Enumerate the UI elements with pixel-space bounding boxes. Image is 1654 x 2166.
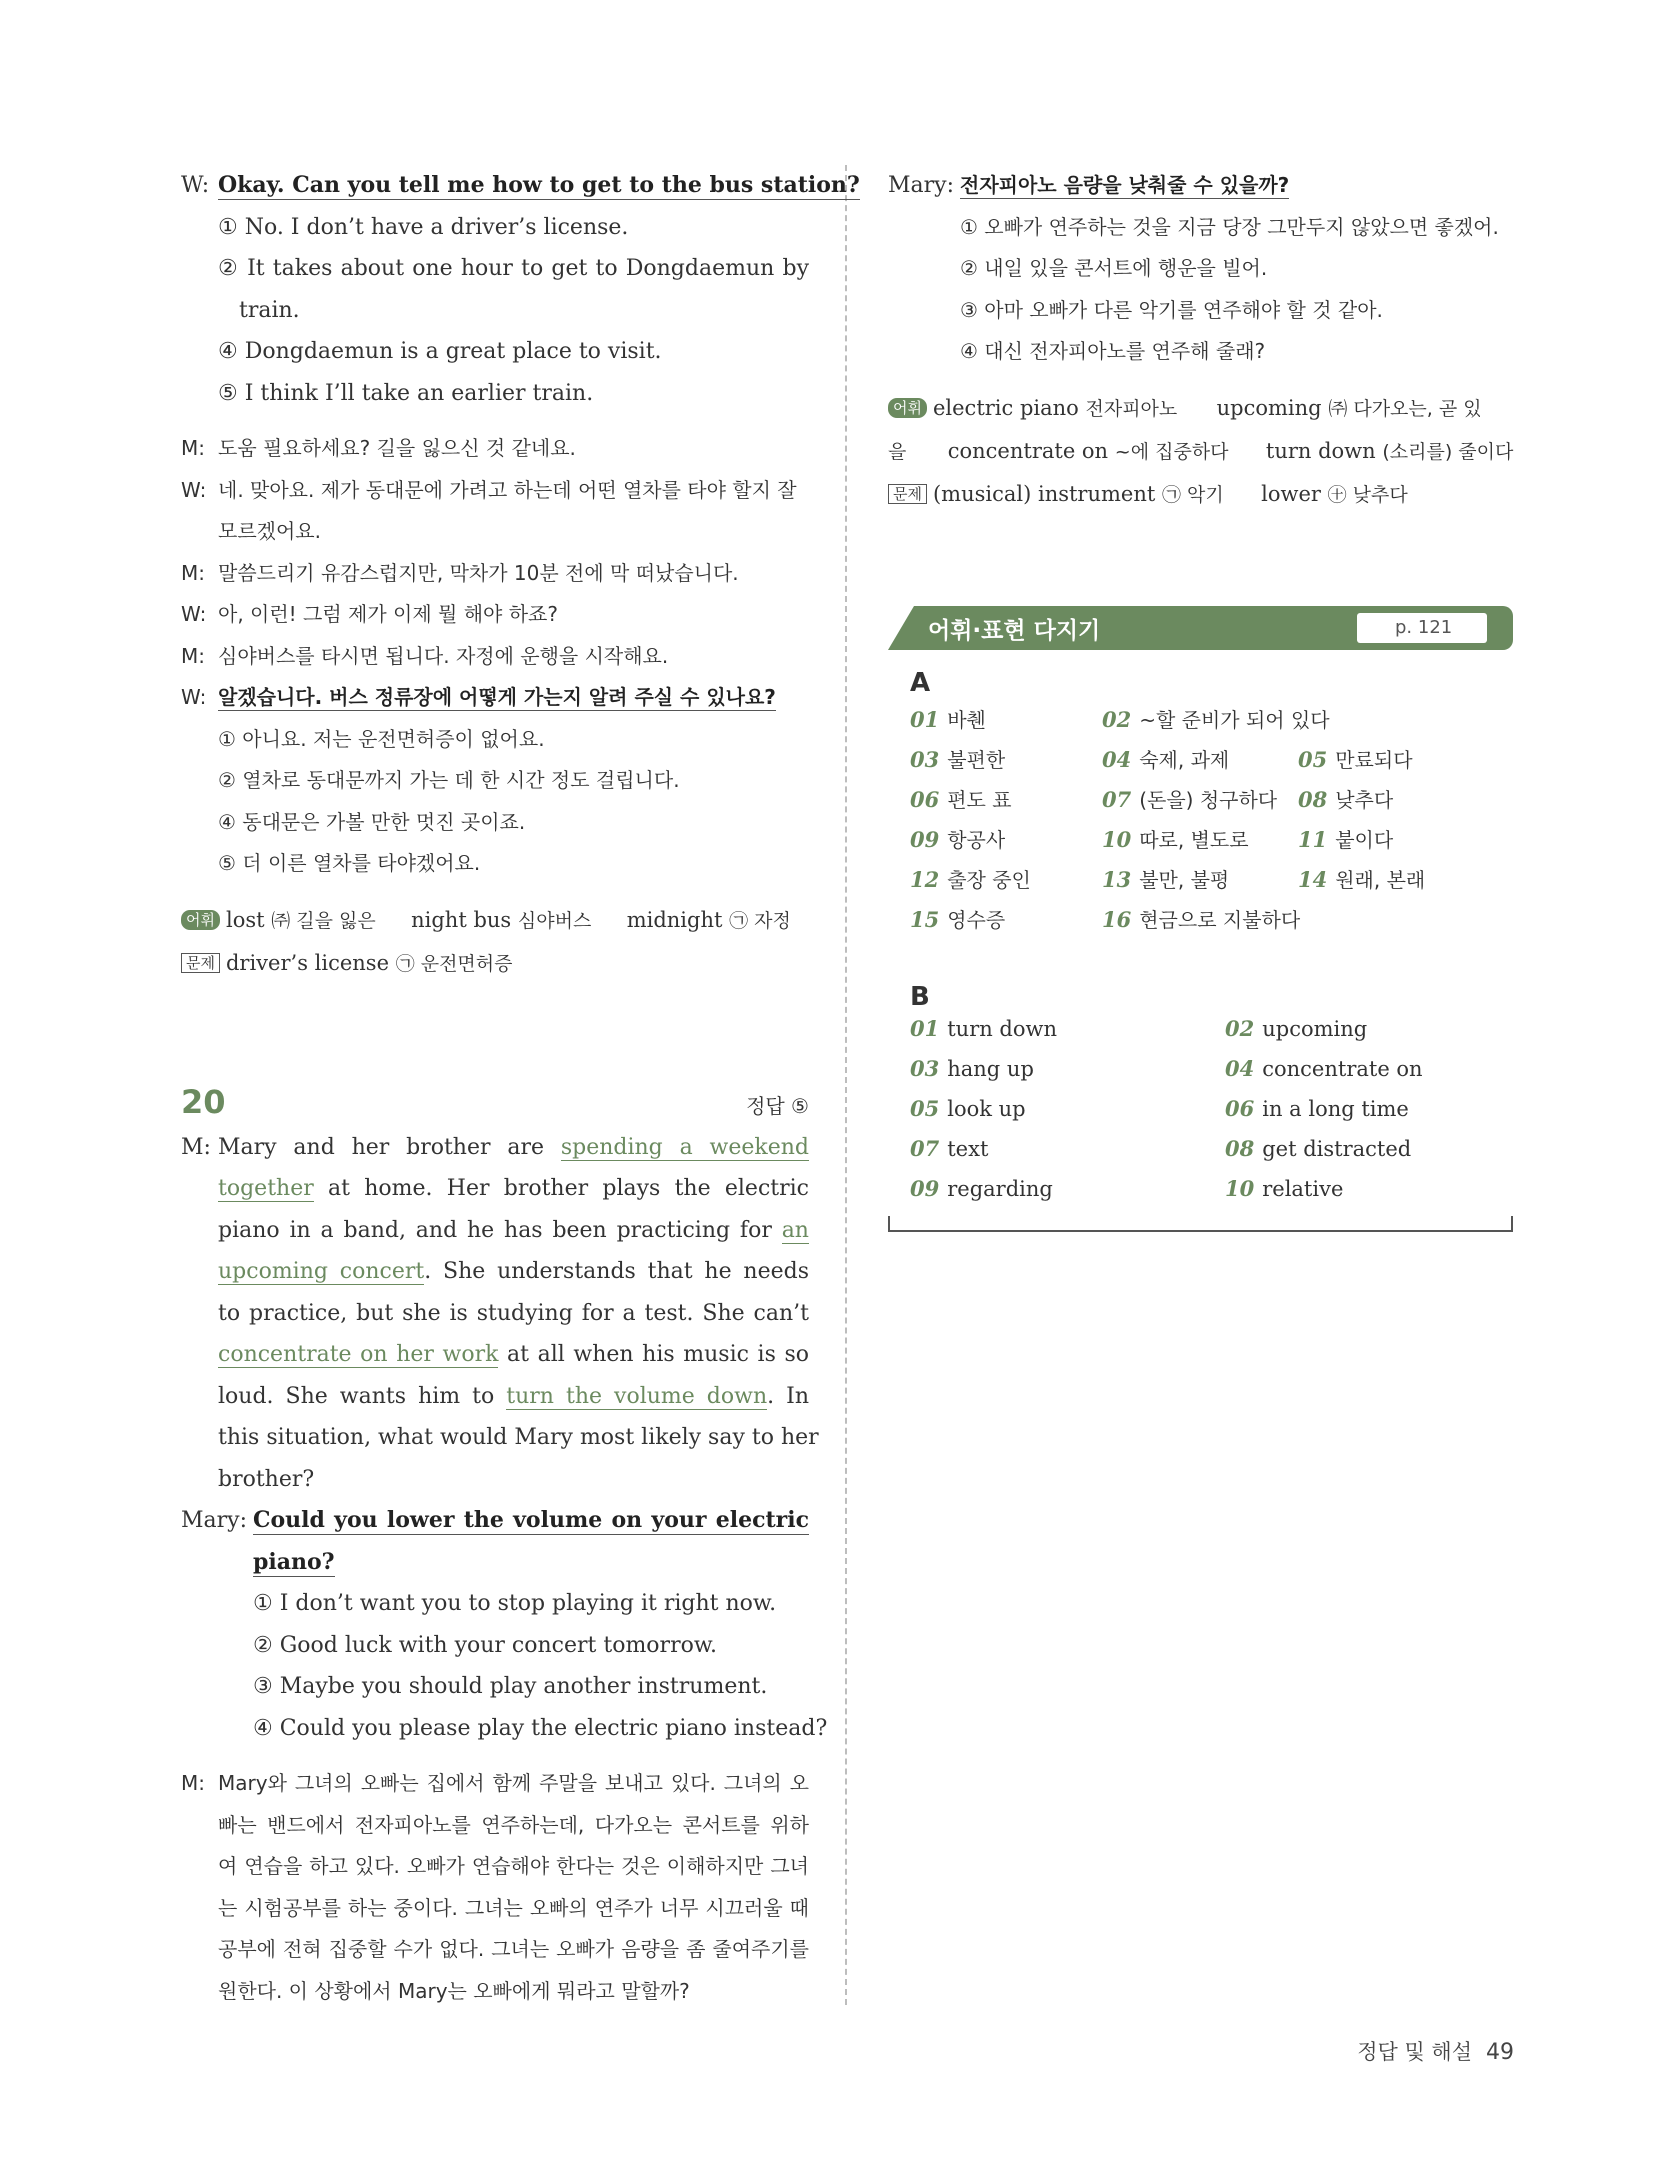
- problem-badge: 문제: [888, 484, 927, 504]
- answer-item: 07 text: [910, 1135, 989, 1161]
- option-en-2: ② Good luck with your concert tomorrow.: [253, 1632, 718, 1658]
- script-line: this situation, what would Mary most likely say to her: [218, 1425, 819, 1450]
- translation-line: 여 연습을 하고 있다. 오빠가 연습해야 한다는 것은 이해하지만 그녀: [218, 1854, 809, 1878]
- answer-item: 10 relative: [1225, 1175, 1344, 1201]
- answer-item: 01 turn down: [910, 1015, 1058, 1041]
- answer-label: 정답 ⑤: [746, 1093, 809, 1118]
- dialogue-kr-line: M: 말씀드리기 유감스럽지만, 막차가 10분 전에 막 떠났습니다.: [181, 560, 739, 585]
- answer-item: 02 upcoming: [1225, 1015, 1368, 1041]
- answer-item: 06 편도 표: [910, 786, 1012, 812]
- answer-row: [910, 904, 1513, 944]
- exercise-title-bar: [914, 606, 1513, 650]
- left-column: [181, 165, 860, 2012]
- question-number: 20: [181, 1082, 226, 1121]
- page-number: 49: [1486, 2040, 1514, 2065]
- vocab-line: 을 concentrate on ~에 집중하다 turn down (소리를) 줄이다: [888, 438, 1514, 463]
- option-kr-4: ④ 대신 전자피아노를 연주해 줄래?: [960, 339, 1266, 363]
- option-en-2: ② It takes about one hour to get to Dongdaemun by: [218, 256, 809, 281]
- vocab-line: 어휘 electric piano 전자피아노 upcoming ㈜ 다가오는, 곧 있: [888, 387, 1513, 430]
- section-b-label: B: [910, 981, 930, 1012]
- option-en-1: ① I don’t want you to stop playing it right now.: [253, 1591, 777, 1616]
- option-kr-1: ① 아니요. 저는 운전면허증이 없어요.: [218, 726, 545, 751]
- column-divider: [845, 165, 847, 2005]
- page-reference: p. 121: [1357, 613, 1487, 643]
- script-line: M: Mary and her brother are spending a weekend: [181, 1134, 809, 1160]
- answer-item: 01 바췐: [910, 706, 986, 732]
- script-line: together at home. Her brother plays the electric: [218, 1176, 809, 1201]
- option-kr-5: ⑤ 더 이른 열차를 타야겠어요.: [218, 851, 481, 875]
- dialogue-kr-line: W: 네. 맞아요. 제가 동대문에 가려고 하는데 어떤 열차를 타야 할지 잘: [181, 477, 797, 502]
- answer-row: [910, 1016, 1513, 1056]
- answer-row: [910, 744, 1513, 784]
- mary-question-en: Mary: Could you lower the volume on your electric: [181, 1507, 809, 1533]
- translation-line: M: Mary와 그녀의 오빠는 집에서 함께 주말을 보내고 있다. 그녀의 오: [181, 1771, 809, 1795]
- dialogue-kr-line: M: 도움 필요하세요? 길을 잃으신 것 같네요.: [181, 436, 576, 460]
- dialogue-kr-line: M: 심야버스를 타시면 됩니다. 자정에 운행을 시작해요.: [181, 643, 669, 668]
- answer-row: [910, 824, 1513, 864]
- right-column: [888, 165, 1513, 1232]
- answer-item: 14 원래, 본래: [1298, 866, 1426, 892]
- vocab-badge: 어휘: [181, 910, 220, 930]
- script-line: loud. She wants him to turn the volume down. In: [218, 1383, 809, 1409]
- answer-item: 15 영수증: [910, 906, 1006, 932]
- answer-item: 05 만료되다: [1298, 746, 1413, 772]
- option-en-4: ④ Could you please play the electric piano instead?: [253, 1715, 828, 1741]
- answer-item: 11 붙이다: [1298, 826, 1394, 852]
- script-line: piano in a band, and he has been practicing for an: [218, 1217, 809, 1243]
- answer-item: 04 concentrate on: [1225, 1055, 1423, 1081]
- script-line: concentrate on her work at all when his music is so: [218, 1342, 809, 1367]
- translation-line: 는 시험공부를 하는 중이다. 그녀는 오빠의 연주가 너무 시끄러울 때: [218, 1895, 809, 1920]
- answer-item: 04 숙제, 과제: [1102, 746, 1230, 772]
- vocab-line: 어휘 lost ㈜ 길을 잃은 night bus 심야버스 midnight ㉠ 자정: [181, 899, 809, 942]
- answer-item: 09 regarding: [910, 1175, 1053, 1201]
- answer-row: [910, 864, 1513, 904]
- answer-row: [910, 704, 1513, 744]
- answer-row: [910, 784, 1513, 824]
- answer-item: 03 불편한: [910, 746, 1006, 772]
- section-a-label: A: [910, 667, 931, 698]
- answer-item: 10 따로, 별도로: [1102, 826, 1249, 852]
- section-a-answers: [910, 704, 1513, 944]
- q19-question-kr: W: 알겠습니다. 버스 정류장에 어떻게 가는지 알려 주실 수 있나요?: [181, 685, 776, 709]
- title-bar-triangle: [888, 606, 914, 650]
- option-kr-4: ④ 동대문은 가볼 만한 멋진 곳이죠.: [218, 809, 526, 834]
- script-line: brother?: [218, 1466, 315, 1492]
- footer-label: 정답 및 해설: [1357, 2040, 1472, 2064]
- answer-item: 12 출장 중인: [910, 866, 1031, 892]
- option-kr-2: ② 내일 있을 콘서트에 행운을 빌어.: [960, 256, 1268, 280]
- option-kr-2: ② 열차로 동대문까지 가는 데 한 시간 정도 걸립니다.: [218, 768, 680, 792]
- answer-item: 13 불만, 불평: [1102, 866, 1230, 892]
- translation-line: 원한다. 이 상황에서 Mary는 오빠에게 뭐라고 말할까?: [218, 1978, 690, 2003]
- mary-question-en-cont: piano?: [253, 1548, 335, 1575]
- script-line: upcoming concert. She understands that he needs: [218, 1259, 809, 1284]
- dialogue-kr-line: 모르겠어요.: [218, 519, 321, 543]
- answer-row: [910, 1136, 1513, 1176]
- answer-item: 03 hang up: [910, 1055, 1034, 1081]
- option-en-3: ③ Maybe you should play another instrument.: [253, 1674, 768, 1699]
- option-en-4: ④ Dongdaemun is a great place to visit.: [218, 339, 662, 364]
- translation-line: 공부에 전혀 집중할 수가 없다. 그녀는 오빠가 음량을 좀 줄여주기를: [218, 1937, 809, 1961]
- answer-item: 07 (돈을) 청구하다: [1102, 786, 1278, 812]
- q20-header: [181, 1083, 809, 1121]
- answer-item: 08 get distracted: [1225, 1135, 1412, 1161]
- exercise-title: 어휘·표현 다지기: [928, 617, 1101, 644]
- exercise-box-bottom: [888, 1216, 1513, 1232]
- answer-row: [910, 1056, 1513, 1096]
- answer-item: 02 ~할 준비가 되어 있다: [1102, 706, 1330, 732]
- problem-vocab-line: 문제 (musical) instrument ㉠ 악기 lower ㊉ 낮추다: [888, 473, 1513, 516]
- q19-question-en: W: Okay. Can you tell me how to get to the bus station?: [181, 172, 860, 198]
- problem-vocab-line: 문제 driver’s license ㉠ 운전면허증: [181, 942, 809, 985]
- dialogue-kr-line: W: 아, 이런! 그럼 제가 이제 뭘 해야 하죠?: [181, 602, 558, 626]
- answer-item: 16 현금으로 지불하다: [1102, 906, 1301, 932]
- answer-item: 08 낮추다: [1298, 786, 1394, 812]
- section-b-answers: [910, 1016, 1513, 1216]
- answer-row: [910, 1096, 1513, 1136]
- option-kr-3: ③ 아마 오빠가 다른 악기를 연주해야 할 것 같아.: [960, 297, 1383, 322]
- option-en-1: ① No. I don’t have a driver’s license.: [218, 214, 629, 240]
- option-en-5: ⑤ I think I’ll take an earlier train.: [218, 380, 594, 406]
- answer-item: 06 in a long time: [1225, 1095, 1409, 1121]
- answer-row: [910, 1176, 1513, 1216]
- problem-badge: 문제: [181, 953, 220, 973]
- script-line: to practice, but she is studying for a test. She can’t: [218, 1300, 809, 1326]
- vocab-badge: 어휘: [888, 398, 927, 418]
- answer-item: 09 항공사: [910, 826, 1006, 852]
- translation-line: 빠는 밴드에서 전자피아노를 연주하는데, 다가오는 콘서트를 위하: [218, 1812, 809, 1837]
- answer-item: 05 look up: [910, 1095, 1026, 1121]
- option-kr-1: ① 오빠가 연주하는 것을 지금 당장 그만두지 않았으면 좋겠어.: [960, 214, 1499, 239]
- page-footer: [1357, 2036, 1514, 2066]
- mary-question-kr: Mary: 전자피아노 음량을 낮춰줄 수 있을까?: [888, 173, 1290, 198]
- option-en-2-cont: train.: [239, 297, 300, 323]
